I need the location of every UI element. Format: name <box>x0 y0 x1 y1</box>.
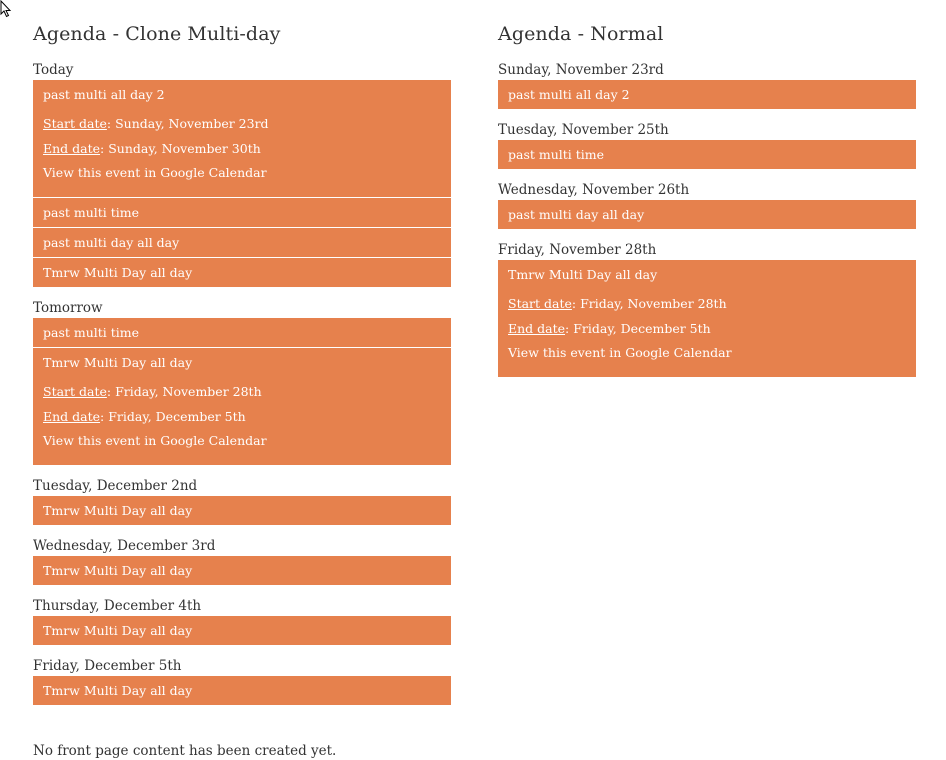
event-title[interactable]: Tmrw Multi Day all day <box>43 623 193 638</box>
footer-message: No front page content has been created yet. <box>33 743 337 759</box>
event-title[interactable]: past multi time <box>43 325 140 340</box>
agenda-day-group <box>498 181 916 229</box>
event-details <box>33 109 451 197</box>
agenda-day-list <box>33 61 451 705</box>
event-title[interactable]: Tmrw Multi Day all day <box>508 267 658 282</box>
day-label: Friday, December 5th <box>33 658 182 674</box>
agenda-day-group <box>498 61 916 109</box>
event-title[interactable]: Tmrw Multi Day all day <box>43 683 193 698</box>
event-details <box>33 377 451 465</box>
start-date-label: Start date <box>508 296 572 311</box>
day-label: Friday, November 28th <box>498 242 657 258</box>
event-item[interactable] <box>33 318 451 348</box>
agenda-day-group <box>33 299 451 465</box>
end-date-value: : Sunday, November 30th <box>100 141 261 156</box>
event-item[interactable] <box>498 140 916 169</box>
event-item[interactable] <box>498 200 916 229</box>
google-calendar-link[interactable]: View this event in Google Calendar <box>43 165 267 180</box>
event-item[interactable] <box>33 80 451 198</box>
start-date-value: : Sunday, November 23rd <box>106 116 269 131</box>
day-label: Wednesday, December 3rd <box>33 538 216 554</box>
event-list <box>498 140 916 169</box>
event-end-date <box>43 404 441 429</box>
event-title[interactable]: Tmrw Multi Day all day <box>43 563 193 578</box>
start-date-label: Start date <box>43 384 107 399</box>
day-label: Tomorrow <box>33 300 103 316</box>
event-list <box>498 80 916 109</box>
event-item[interactable] <box>33 348 451 465</box>
event-list <box>33 676 451 705</box>
agenda-clone-multiday-title: Agenda - Clone Multi-day <box>33 23 281 45</box>
agenda-day-group <box>33 61 451 287</box>
event-item[interactable] <box>33 258 451 287</box>
end-date-label: End date <box>43 141 101 156</box>
agenda-day-group <box>33 657 451 705</box>
event-item[interactable] <box>33 616 451 645</box>
event-list <box>33 556 451 585</box>
event-start-date <box>43 379 441 404</box>
event-list <box>33 80 451 287</box>
event-item[interactable] <box>33 676 451 705</box>
event-title[interactable]: past multi day all day <box>508 207 645 222</box>
day-label: Sunday, November 23rd <box>498 62 664 78</box>
day-label: Tuesday, November 25th <box>498 122 669 138</box>
event-end-date <box>508 316 906 341</box>
event-start-date <box>508 291 906 316</box>
day-label: Wednesday, November 26th <box>498 182 690 198</box>
event-title[interactable]: past multi time <box>508 147 605 162</box>
agenda-day-group <box>498 121 916 169</box>
event-list <box>498 260 916 377</box>
end-date-label: End date <box>43 409 101 424</box>
agenda-day-group <box>498 241 916 377</box>
google-calendar-link[interactable]: View this event in Google Calendar <box>508 345 732 360</box>
event-title[interactable]: Tmrw Multi Day all day <box>43 355 193 370</box>
end-date-label: End date <box>508 321 566 336</box>
event-item[interactable] <box>33 496 451 525</box>
start-date-label: Start date <box>43 116 107 131</box>
event-list <box>498 200 916 229</box>
agenda-day-group <box>33 537 451 585</box>
event-item[interactable] <box>33 198 451 228</box>
event-title[interactable]: past multi time <box>43 205 140 220</box>
start-date-value: : Friday, November 28th <box>106 384 262 399</box>
mouse-cursor-icon <box>0 0 14 18</box>
google-calendar-link[interactable]: View this event in Google Calendar <box>43 433 267 448</box>
agenda-normal-title: Agenda - Normal <box>498 23 664 45</box>
event-title[interactable]: Tmrw Multi Day all day <box>43 265 193 280</box>
day-label: Today <box>33 62 74 78</box>
agenda-clone-multiday-column <box>33 20 451 717</box>
agenda-day-group <box>33 597 451 645</box>
event-title[interactable]: past multi all day 2 <box>508 87 630 102</box>
event-title[interactable]: Tmrw Multi Day all day <box>43 503 193 518</box>
event-details <box>498 289 916 377</box>
end-date-value: : Friday, December 5th <box>100 409 246 424</box>
end-date-value: : Friday, December 5th <box>565 321 711 336</box>
event-item[interactable] <box>33 556 451 585</box>
event-end-date <box>43 136 441 161</box>
event-item[interactable] <box>498 80 916 109</box>
event-item[interactable] <box>498 260 916 377</box>
day-label: Tuesday, December 2nd <box>33 478 198 494</box>
event-start-date <box>43 111 441 136</box>
day-label: Thursday, December 4th <box>33 598 202 614</box>
event-list <box>33 318 451 465</box>
agenda-day-list <box>498 61 916 377</box>
event-title[interactable]: past multi all day 2 <box>43 87 165 102</box>
agenda-normal-column <box>498 20 916 389</box>
event-item[interactable] <box>33 228 451 258</box>
event-list <box>33 496 451 525</box>
agenda-day-group <box>33 477 451 525</box>
start-date-value: : Friday, November 28th <box>571 296 727 311</box>
event-list <box>33 616 451 645</box>
event-title[interactable]: past multi day all day <box>43 235 180 250</box>
